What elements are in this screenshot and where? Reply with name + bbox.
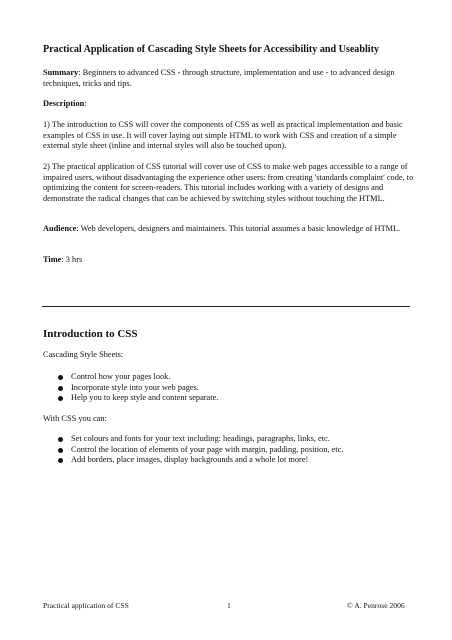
list-item-text: Set colours and fonts for your text including: headings, paragraphs, links, etc. (71, 434, 330, 443)
description-label: Description (43, 99, 85, 108)
list-item-text: Control how your pages look. (71, 372, 171, 381)
time-paragraph (43, 255, 415, 266)
list-item (43, 445, 415, 456)
css-capabilities-list (43, 434, 415, 466)
bullet-icon (58, 437, 63, 442)
list-item-text: Help you to keep style and content separate. (71, 393, 219, 403)
footer-page-number: 1 (227, 601, 231, 610)
footer-title: Practical application of CSS (43, 601, 129, 610)
bullet-icon (58, 386, 63, 391)
description-colon: : (84, 99, 87, 108)
css-benefits-list (43, 372, 415, 404)
summary-label: Summary (43, 68, 79, 77)
audience-label: Audience (43, 224, 77, 233)
bullet-icon (58, 458, 63, 463)
time-text: : 3 hrs (61, 255, 83, 264)
audience-paragraph (43, 224, 415, 235)
list-item (43, 455, 415, 466)
document-title: Practical Application of Cascading Style Sheets for Accessibility and Useablity (43, 44, 379, 55)
list-item (43, 372, 415, 383)
description-heading (43, 99, 415, 110)
footer-copyright: © A. Penrose 2006 (347, 601, 405, 610)
section-divider (42, 306, 410, 307)
bullet-icon (58, 396, 63, 401)
audience-text: : Web developers, designers and maintainers. This tutorial assumes a basic knowledge of HTML. (76, 224, 401, 233)
summary-text: : Beginners to advanced CSS - through structure, implementation and use - to advanced design techniques, tricks and tips. (43, 68, 395, 88)
bullet-icon (58, 375, 63, 380)
list-item-text: Control the location of elements of your page with margin, padding, position, etc. (71, 444, 344, 454)
list-item (43, 434, 415, 445)
list-item-text: Incorporate style into your web pages. (71, 382, 199, 392)
capabilities-lead: With CSS you can: (43, 414, 107, 423)
summary-paragraph (43, 68, 415, 89)
section-heading: Introduction to CSS (43, 328, 138, 340)
list-item (43, 393, 415, 404)
list-item (43, 383, 415, 394)
list-item-text: Add borders, place images, display backgrounds and a whole lot more! (71, 455, 309, 465)
bullet-icon (58, 448, 63, 453)
css-lead: Cascading Style Sheets: (43, 350, 124, 359)
description-paragraph-1: 1) The introduction to CSS will cover the components of CSS as well as practical implementation and basic examples of CSS in use. It will cover laying out simple HTML to work with CSS and creation of a simple external style sheet (inline and internal styles will also be touched upon). (43, 120, 403, 151)
description-paragraph-2: 2) The practical application of CSS tutorial will cover use of CSS to make web pages accessible to a range of impaired users, without disadvantaging the experience other users: from creating 'standards complaint' code, to optimizing the content for screen-readers. This tutorial includes working with a variety of designs and demonstrate the radical changes that can be achieved by switching styles without touching the HTML. (43, 162, 414, 203)
time-label: Time (43, 255, 62, 264)
